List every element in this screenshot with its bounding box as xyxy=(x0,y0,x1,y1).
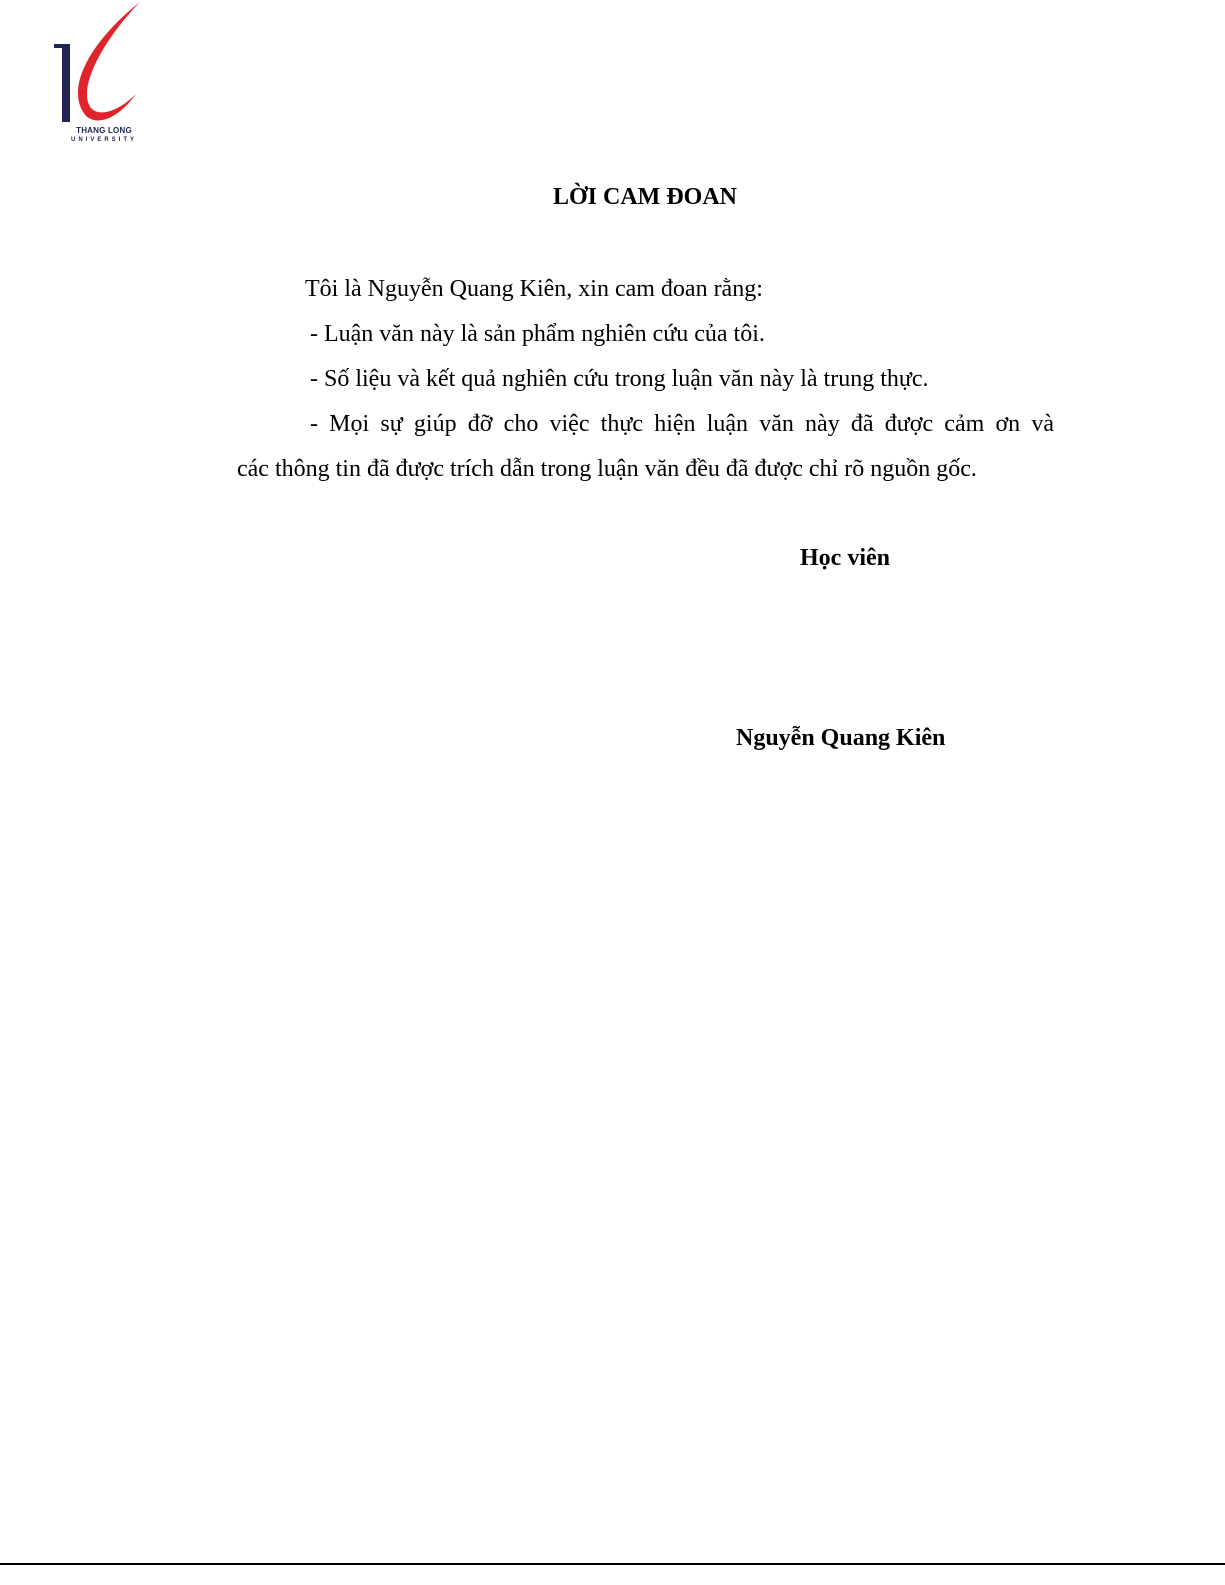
declaration-item-3-continued: các thông tin đã được trích dẫn trong luận văn đều đã được chỉ rõ nguồn gốc. xyxy=(237,456,977,482)
declaration-item-2: - Số liệu và kết quả nghiên cứu trong luận văn này là trung thực. xyxy=(310,366,929,392)
page-title: LỜI CAM ĐOAN xyxy=(553,184,737,210)
signature-role: Học viên xyxy=(800,545,890,571)
declaration-intro: Tôi là Nguyễn Quang Kiên, xin cam đoan rằng: xyxy=(305,276,763,302)
bottom-divider xyxy=(0,1563,1225,1565)
logo-text-line1: THANG LONG xyxy=(76,126,132,135)
signature-name: Nguyễn Quang Kiên xyxy=(736,725,946,751)
university-logo xyxy=(50,2,155,152)
declaration-item-1: - Luận văn này là sản phẩm nghiên cứu của tôi. xyxy=(310,321,765,347)
logo-mark-icon xyxy=(50,2,155,126)
logo-text-line2: UNIVERSITY xyxy=(70,137,137,143)
declaration-item-3: - Mọi sự giúp đỡ cho việc thực hiện luận văn này đã được cảm ơn và xyxy=(310,411,1054,437)
